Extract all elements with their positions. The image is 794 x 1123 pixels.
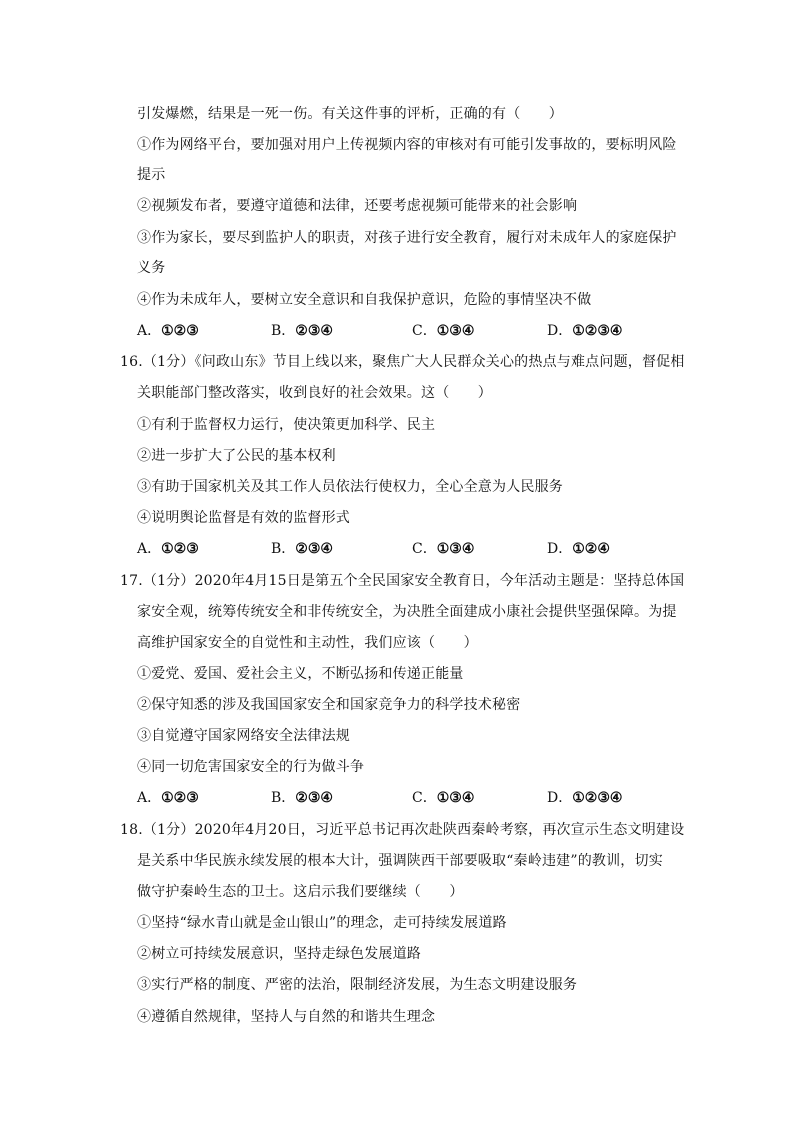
q16-stem-line-1: 16.（1分）《问政山东》节目上线以来，聚焦广大人民群众关心的热点与难点问题，督促相 xyxy=(120,354,685,370)
q15-option-3-cont: 义务 xyxy=(137,260,166,276)
q17-stem-line-3: 高维护国家安全的自觉性和主动性，我们应该（ ） xyxy=(137,635,478,651)
choice-text: ②③④ xyxy=(295,323,333,339)
choice-label: A． xyxy=(137,790,162,806)
choice-text: ②③④ xyxy=(295,790,333,806)
q15-option-2: ②视频发布者，要遵守道德和法律，还要考虑视频可能带来的社会影响 xyxy=(137,198,578,214)
choice-text: ①③④ xyxy=(436,790,475,806)
q17-option-3: ③自觉遵守国家网络安全法律法规 xyxy=(137,728,350,744)
choice-text: ②③④ xyxy=(295,541,333,557)
choice-label: C． xyxy=(412,323,437,339)
choice-label: B． xyxy=(271,323,296,339)
q17-option-1: ①爱党、爱国、爱社会主义，不断弘扬和传递正能量 xyxy=(137,666,464,682)
q18-option-2: ②树立可持续发展意识，坚持走绿色发展道路 xyxy=(137,946,421,962)
q17-stem-line-2: 家安全观，统筹传统安全和非传统安全，为决胜全面建成小康社会提供坚强保障。为提 xyxy=(137,604,677,620)
q18-option-1: ①坚持“绿水青山就是金山银山”的理念，走可持续发展道路 xyxy=(137,915,507,931)
q16-choice-d[interactable] xyxy=(547,540,610,558)
q16-option-1: ①有利于监督权力运行，使决策更加科学、民主 xyxy=(137,417,436,433)
q16-stem-line-2: 关职能部门整改落实，收到良好的社会效果。这（ ） xyxy=(137,385,492,401)
q15-option-1-cont: 提示 xyxy=(137,167,166,183)
q16-choices xyxy=(137,540,677,558)
choice-label: B． xyxy=(271,541,296,557)
q15-option-3: ③作为家长，要尽到监护人的职责，对孩子进行安全教育，履行对未成年人的家庭保护 xyxy=(137,230,677,246)
choice-text: ①②③④ xyxy=(572,323,623,339)
choice-text: ①②③④ xyxy=(572,790,623,806)
q16-option-4: ④说明舆论监督是有效的监督形式 xyxy=(137,510,350,526)
choice-label: C． xyxy=(412,541,437,557)
choice-label: A． xyxy=(137,541,162,557)
choice-text: ①②③ xyxy=(161,541,199,557)
choice-label: A． xyxy=(137,323,162,339)
q18-option-3: ③实行严格的制度、严密的法治，限制经济发展，为生态文明建设服务 xyxy=(137,977,578,993)
q16-option-2: ②进一步扩大了公民的基本权利 xyxy=(137,448,336,464)
q18-stem-line-3: 做守护秦岭生态的卫士。这启示我们要继续（ ） xyxy=(137,884,464,900)
q16-choice-b[interactable] xyxy=(271,540,333,558)
q17-stem-line-1: 17.（1分）2020年4月15日是第五个全民国家安全教育日，今年活动主题是：坚持总体国 xyxy=(120,573,685,589)
q16-choice-c[interactable] xyxy=(412,540,474,558)
q15-choice-b[interactable] xyxy=(271,322,333,340)
q17-choices xyxy=(137,789,677,807)
q15-choices xyxy=(137,322,677,340)
choice-text: ①②④ xyxy=(572,541,610,557)
q16-choice-a[interactable] xyxy=(137,540,199,558)
q17-choice-c[interactable] xyxy=(412,789,474,807)
q17-option-4: ④同一切危害国家安全的行为做斗争 xyxy=(137,759,365,775)
choice-label: C． xyxy=(412,790,437,806)
q17-choice-b[interactable] xyxy=(271,789,333,807)
q15-option-4: ④作为未成年人，要树立安全意识和自我保护意识，危险的事情坚决不做 xyxy=(137,292,592,308)
choice-text: ①③④ xyxy=(436,541,475,557)
q15-choice-d[interactable] xyxy=(547,322,622,340)
q15-choice-c[interactable] xyxy=(412,322,474,340)
q18-option-4: ④遵循自然规律，坚持人与自然的和谐共生理念 xyxy=(137,1009,436,1025)
q18-stem-line-2: 是关系中华民族永续发展的根本大计，强调陕西干部要吸取“秦岭违建”的教训，切实 xyxy=(137,853,663,869)
choice-label: D． xyxy=(547,541,573,557)
choice-text: ①③④ xyxy=(436,323,475,339)
q16-option-3: ③有助于国家机关及其工作人员依法行使权力，全心全意为人民服务 xyxy=(137,479,563,495)
choice-label: D． xyxy=(547,790,573,806)
choice-label: D． xyxy=(547,323,573,339)
choice-text: ①②③ xyxy=(161,790,199,806)
q18-stem-line-1: 18.（1分）2020年4月20日，习近平总书记再次赴陕西秦岭考察，再次宣示生态文明建设 xyxy=(120,822,685,838)
choice-label: B． xyxy=(271,790,296,806)
q17-option-2: ②保守知悉的涉及我国国家安全和国家竞争力的科学技术秘密 xyxy=(137,697,521,713)
q15-option-1: ①作为网络平台，要加强对用户上传视频内容的审核对有可能引发事故的，要标明风险 xyxy=(137,137,677,153)
q15-choice-a[interactable] xyxy=(137,322,199,340)
q17-choice-d[interactable] xyxy=(547,789,622,807)
q15-stem-continued: 引发爆燃，结果是一死一伤。有关这件事的评析，正确的有（ ） xyxy=(137,106,563,122)
q17-choice-a[interactable] xyxy=(137,789,199,807)
choice-text: ①②③ xyxy=(161,323,199,339)
